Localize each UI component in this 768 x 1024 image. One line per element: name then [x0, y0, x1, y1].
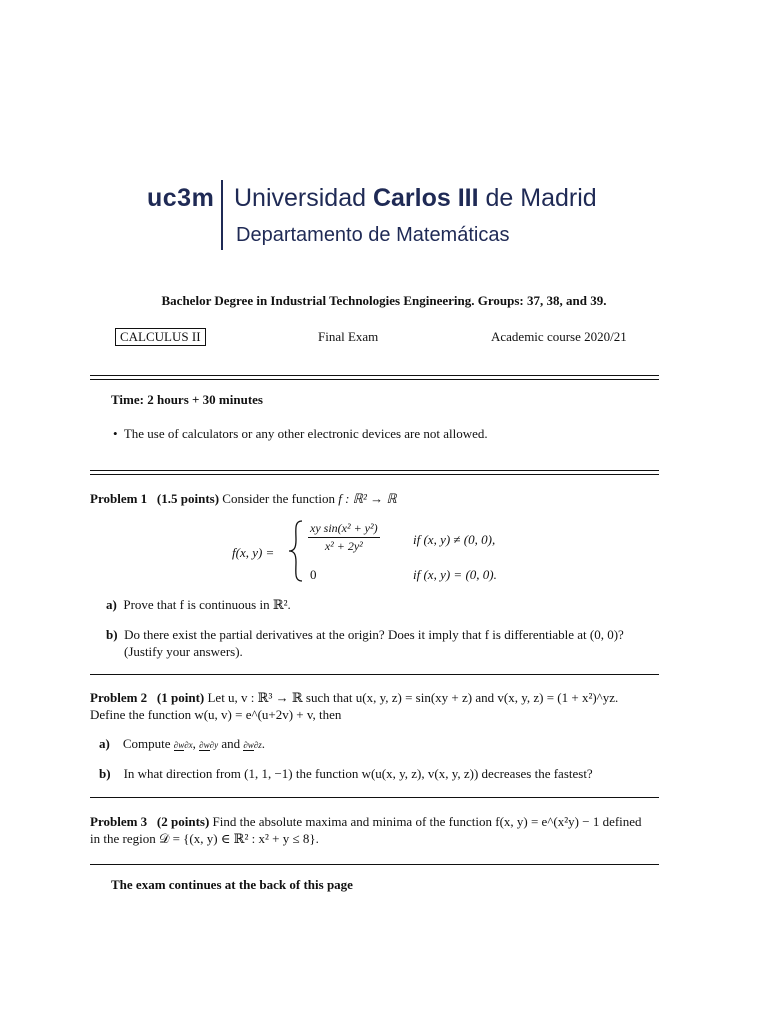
problem1-intro: Consider the function — [222, 491, 335, 506]
p2-part-a-text: Compute — [122, 736, 171, 751]
double-rule-bottom — [90, 470, 659, 475]
problem2-part-a: a) Compute ∂w∂x, ∂w∂y and ∂w∂z. — [99, 736, 266, 751]
uc3m-logo: uc3m — [147, 184, 215, 212]
bullet: • — [113, 426, 118, 441]
double-rule-top — [90, 375, 659, 380]
problem2-label: Problem 2 — [90, 690, 148, 705]
function-lhs: f(x, y) = — [232, 545, 275, 560]
problem3-heading — [90, 813, 665, 847]
rule-text: The use of calculators or any other electronic devices are not allowed. — [123, 426, 488, 441]
problem1-part-a — [106, 596, 291, 613]
part-b-text-1: Do there exist the partial derivatives at the origin? Does it imply that f is differentiable at (0, 0)? — [124, 627, 624, 642]
university-name — [234, 184, 597, 213]
dw-dy — [199, 741, 218, 750]
dw-dx-num: ∂w — [173, 739, 185, 750]
case1-fraction — [308, 520, 380, 555]
academic-course: Academic course 2020/21 — [491, 329, 627, 344]
part-b-label: b) — [106, 627, 118, 642]
dw-dy-den: ∂y — [209, 739, 219, 750]
dw-dx — [174, 741, 193, 750]
problem2-heading — [90, 689, 665, 723]
dw-dz-num: ∂w — [243, 739, 254, 750]
dw-dz-den: ∂z — [253, 739, 262, 750]
part-a-text: Prove that f is continuous in ℝ². — [123, 597, 291, 612]
rule-after-problem2 — [90, 797, 659, 798]
problem3-line1: Find the absolute maxima and minima of the function f(x, y) = e^(x²y) − 1 defined — [212, 814, 642, 829]
rule-after-problem1 — [90, 674, 659, 675]
problem3-label: Problem 3 — [90, 814, 148, 829]
case1-condition — [413, 531, 495, 548]
problem2-part-b — [99, 765, 593, 782]
problem2-line1: Let u, v : ℝ³ → ℝ such that u(x, y, z) = sin(xy + z) and v(x, y, z) = (1 + x²)^yz. — [207, 690, 619, 705]
university-name-part2: de Madrid — [478, 184, 597, 212]
p2-part-b-label: b) — [99, 766, 111, 781]
university-name-part1: Universidad — [234, 184, 373, 212]
exam-type: Final Exam — [318, 329, 379, 344]
problem3-points: (2 points) — [156, 814, 210, 829]
brace-icon — [286, 520, 306, 582]
dw-dy-num: ∂w — [199, 739, 210, 750]
rule-item — [113, 425, 488, 442]
case2-cond-text: if (x, y) = (0, 0). — [413, 567, 497, 582]
degree-line: Bachelor Degree in Industrial Technologies Engineering. Groups: 37, 38, and 39. — [161, 293, 607, 308]
department-name: Departamento de Matemáticas — [236, 224, 510, 246]
p2-part-b-text: In what direction from (1, 1, −1) the function w(u(x, y, z), v(x, y, z)) decreases the fastest? — [123, 766, 593, 781]
case1-numerator: xy sin(x² + y²) — [308, 520, 380, 538]
problem2-points: (1 point) — [156, 690, 205, 705]
problem1-points: (1.5 points) — [156, 491, 220, 506]
continues-note: The exam continues at the back of this page — [111, 877, 353, 892]
dw-dx-den: ∂x — [184, 739, 193, 750]
part-b-text-2: (Justify your answers). — [124, 644, 243, 659]
problem1-part-b — [106, 626, 666, 660]
case1-value — [308, 520, 380, 555]
p2-part-a-and: and — [221, 736, 241, 751]
logo-divider — [221, 180, 223, 250]
problem1-signature: f : ℝ² → ℝ — [338, 491, 397, 506]
problem2-line2: Define the function w(u, v) = e^(u+2v) + v, then — [90, 707, 342, 722]
dw-dz — [243, 741, 261, 750]
part-a-label: a) — [106, 597, 117, 612]
problem3-line2: in the region 𝒟 = {(x, y) ∈ ℝ² : x² + y ≤ 8}. — [90, 831, 319, 846]
rule-after-problem3 — [90, 864, 659, 865]
left-brace — [286, 520, 306, 582]
course-name: CALCULUS II — [115, 328, 206, 346]
p2-part-a-label: a) — [99, 736, 110, 751]
university-name-bold: Carlos III — [372, 184, 479, 212]
problem1-heading — [90, 490, 660, 507]
case1-cond-text: if (x, y) ≠ (0, 0), — [413, 532, 496, 547]
time-limit: Time: 2 hours + 30 minutes — [111, 392, 263, 407]
case2-value: 0 — [310, 567, 317, 582]
case2-condition — [413, 566, 497, 583]
case1-denominator: x² + 2y² — [324, 539, 363, 553]
problem1-lhs — [232, 544, 274, 561]
problem1-label: Problem 1 — [90, 491, 148, 506]
